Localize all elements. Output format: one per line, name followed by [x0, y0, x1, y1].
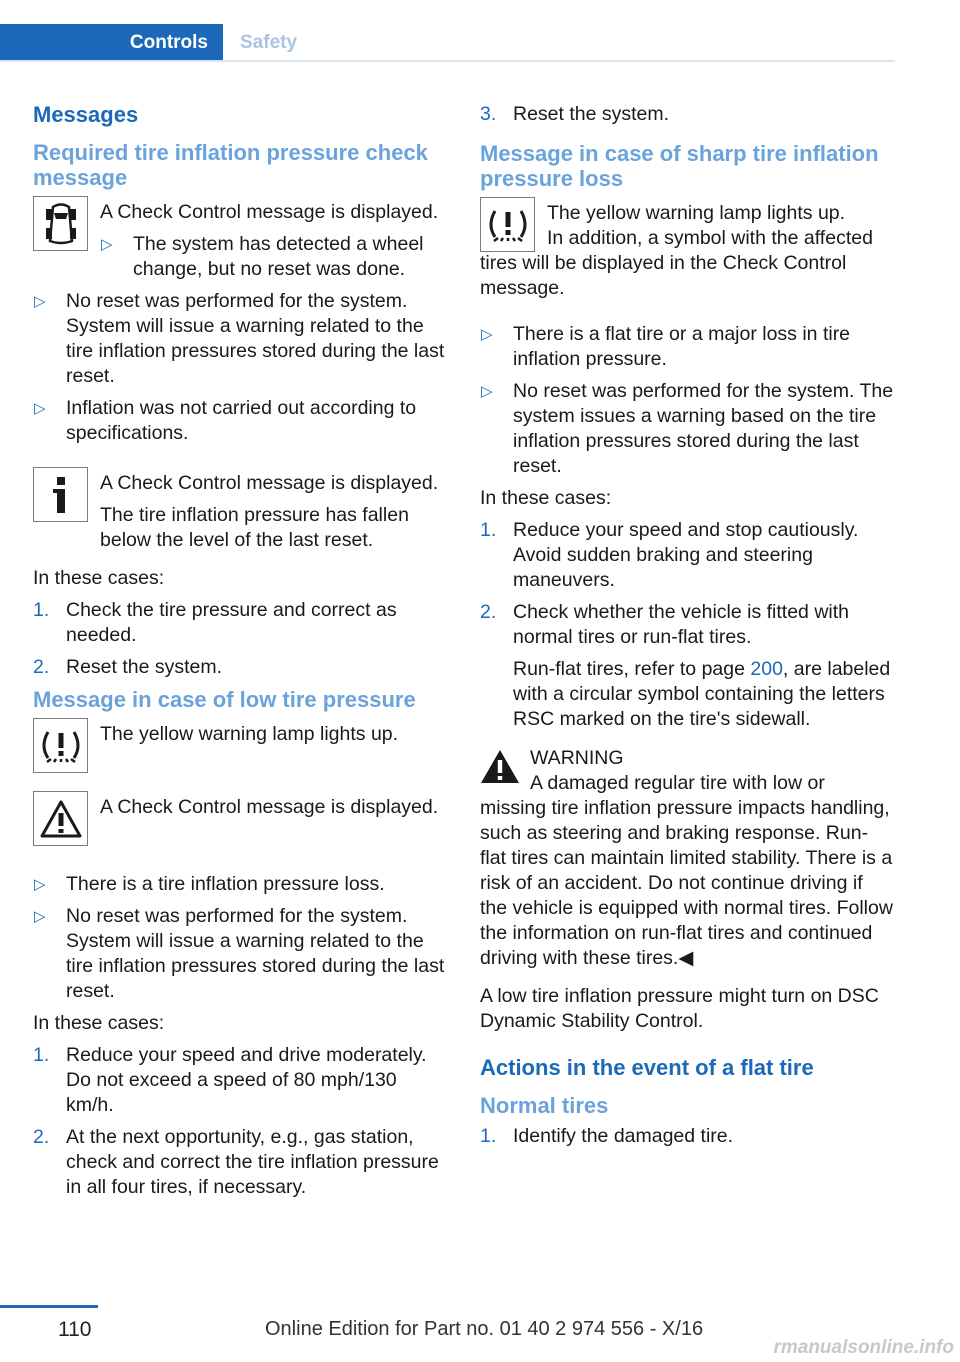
header-bar — [0, 24, 895, 62]
footer-bar — [0, 1305, 98, 1308]
block3-text: The yellow warning lamp lights up. — [100, 723, 399, 745]
list-item: 2. Check whether the vehicle is fitted with normal tires or run-flat tires. Run-flat tires, refer to page 200, are labeled with a circular symbol containing the letters RSC marked on the tire's sidewall. — [480, 600, 894, 732]
tire-pressure-warning-icon — [33, 718, 88, 773]
section-title-messages: Messages — [33, 102, 139, 127]
steps-list-3 — [480, 518, 894, 732]
watermark: rmanualsonline.info — [773, 1337, 954, 1358]
list-item: ▷ There is a flat tire or a major loss in tire inflation pressure. — [480, 322, 894, 372]
warning-triangle-icon — [33, 791, 88, 846]
cases-label-1: In these cases: — [33, 567, 165, 589]
info-icon — [33, 467, 88, 522]
list-item: ▷ No reset was performed for the system. The system issues a warning based on the tire inflation pressures stored during the last reset. — [480, 379, 894, 479]
list-item: 3. Reset the system. — [480, 103, 670, 125]
subheading-sharp-loss: Message in case of sharp tire inflation pressure loss — [480, 141, 879, 191]
cases-label-2: In these cases: — [33, 1012, 165, 1034]
block1-text: A Check Control message is displayed. — [100, 201, 439, 223]
icon-block-tpms-car — [33, 196, 447, 282]
bullets-list-3 — [480, 322, 894, 479]
icon-block-tire-warning-2 — [480, 197, 894, 226]
steps-list-1 — [33, 598, 447, 680]
list-item: ▷ No reset was performed for the system. System will issue a warning related to the tire inflation pressures stored during the last reset. — [33, 904, 447, 1004]
list-item: ▷ There is a tire inflation pressure loss. — [33, 872, 447, 897]
page-number: 110 — [58, 1318, 92, 1341]
block2-line2: The tire inflation pressure has fallen below the level of the last reset. — [100, 504, 409, 551]
list-item: 1. Identify the damaged tire. — [480, 1125, 734, 1147]
header-rule — [0, 60, 895, 62]
edition-text: Online Edition for Part no. 01 40 2 974 556 - X/16 — [265, 1318, 704, 1340]
warning-title: WARNING — [530, 747, 624, 769]
bullets-list-1 — [33, 289, 447, 446]
tab-safety[interactable]: Safety — [240, 32, 298, 53]
block2-line1: A Check Control message is displayed. — [100, 472, 439, 494]
right-column — [480, 102, 894, 1156]
icon-block-info — [33, 467, 447, 553]
list-item: ▷ No reset was performed for the system. System will issue a warning related to the tire inflation pressures stored during the last reset. — [33, 289, 447, 389]
list-item: 1. Check the tire pressure and correct as needed. — [33, 599, 397, 646]
subheading-required-check: Required tire inflation pressure check message — [33, 140, 428, 190]
block4-text: A Check Control message is displayed. — [100, 796, 439, 818]
tab-controls[interactable]: Controls — [0, 24, 223, 62]
list-item: 1. Reduce your speed and drive moderately. Do not exceed a speed of 80 mph/130 km/h. — [33, 1044, 427, 1116]
block5-line2: In addition, a symbol with the affected tires will be displayed in the Check Control message. — [480, 227, 873, 299]
list-item: 1. Reduce your speed and stop cautiously. Avoid sudden braking and steering maneuvers. — [480, 519, 859, 591]
cases-label-3: In these cases: — [480, 487, 612, 509]
list-item: ▷ The system has detected a wheel change, but no reset was done. — [100, 232, 447, 282]
steps-list-2 — [33, 1043, 447, 1200]
tire-pressure-warning-icon — [480, 197, 535, 252]
subheading-normal-tires: Normal tires — [480, 1093, 609, 1118]
bullets-list-2 — [33, 872, 447, 1004]
icon-block-tire-warning — [33, 718, 447, 778]
runflat-note: Run-flat tires, refer to page 200, are labeled with a circular symbol containing the letters RSC marked on the tire's sidewall. — [513, 658, 891, 730]
subheading-low-pressure: Message in case of low tire pressure — [33, 687, 416, 712]
steps-list-1-cont — [480, 102, 894, 127]
list-item: 2. At the next opportunity, e.g., gas station, check and correct the tire inflation pressure in all four tires, if necessary. — [33, 1126, 439, 1198]
list-item: ▷ Inflation was not carried out according to specifications. — [33, 396, 447, 446]
block5-line1: The yellow warning lamp lights up. — [547, 202, 846, 224]
steps-list-4 — [480, 1124, 894, 1149]
page-ref-link[interactable]: 200 — [750, 658, 783, 680]
warning-text: A damaged regular tire with low or missing tire inflation pressure impacts handling, such as steering and braking response. Run-flat tires can maintain limited stability. There is a risk of an accident. Do not continue driving if the vehicle is equipped with normal tires. Follow the information on run-flat tires and continued driving with these tires.◀ — [480, 772, 893, 969]
warning-triangle-filled-icon — [480, 748, 520, 791]
left-column — [33, 102, 447, 1207]
section-title-flat-tire: Actions in the event of a flat tire — [480, 1055, 814, 1080]
dsc-text: A low tire inflation pressure might turn on DSC Dynamic Stability Control. — [480, 985, 879, 1032]
icon-block-triangle — [33, 791, 447, 851]
car-tire-monitor-icon — [33, 196, 88, 251]
list-item: 2. Reset the system. — [33, 656, 223, 678]
warning-block — [480, 746, 894, 771]
